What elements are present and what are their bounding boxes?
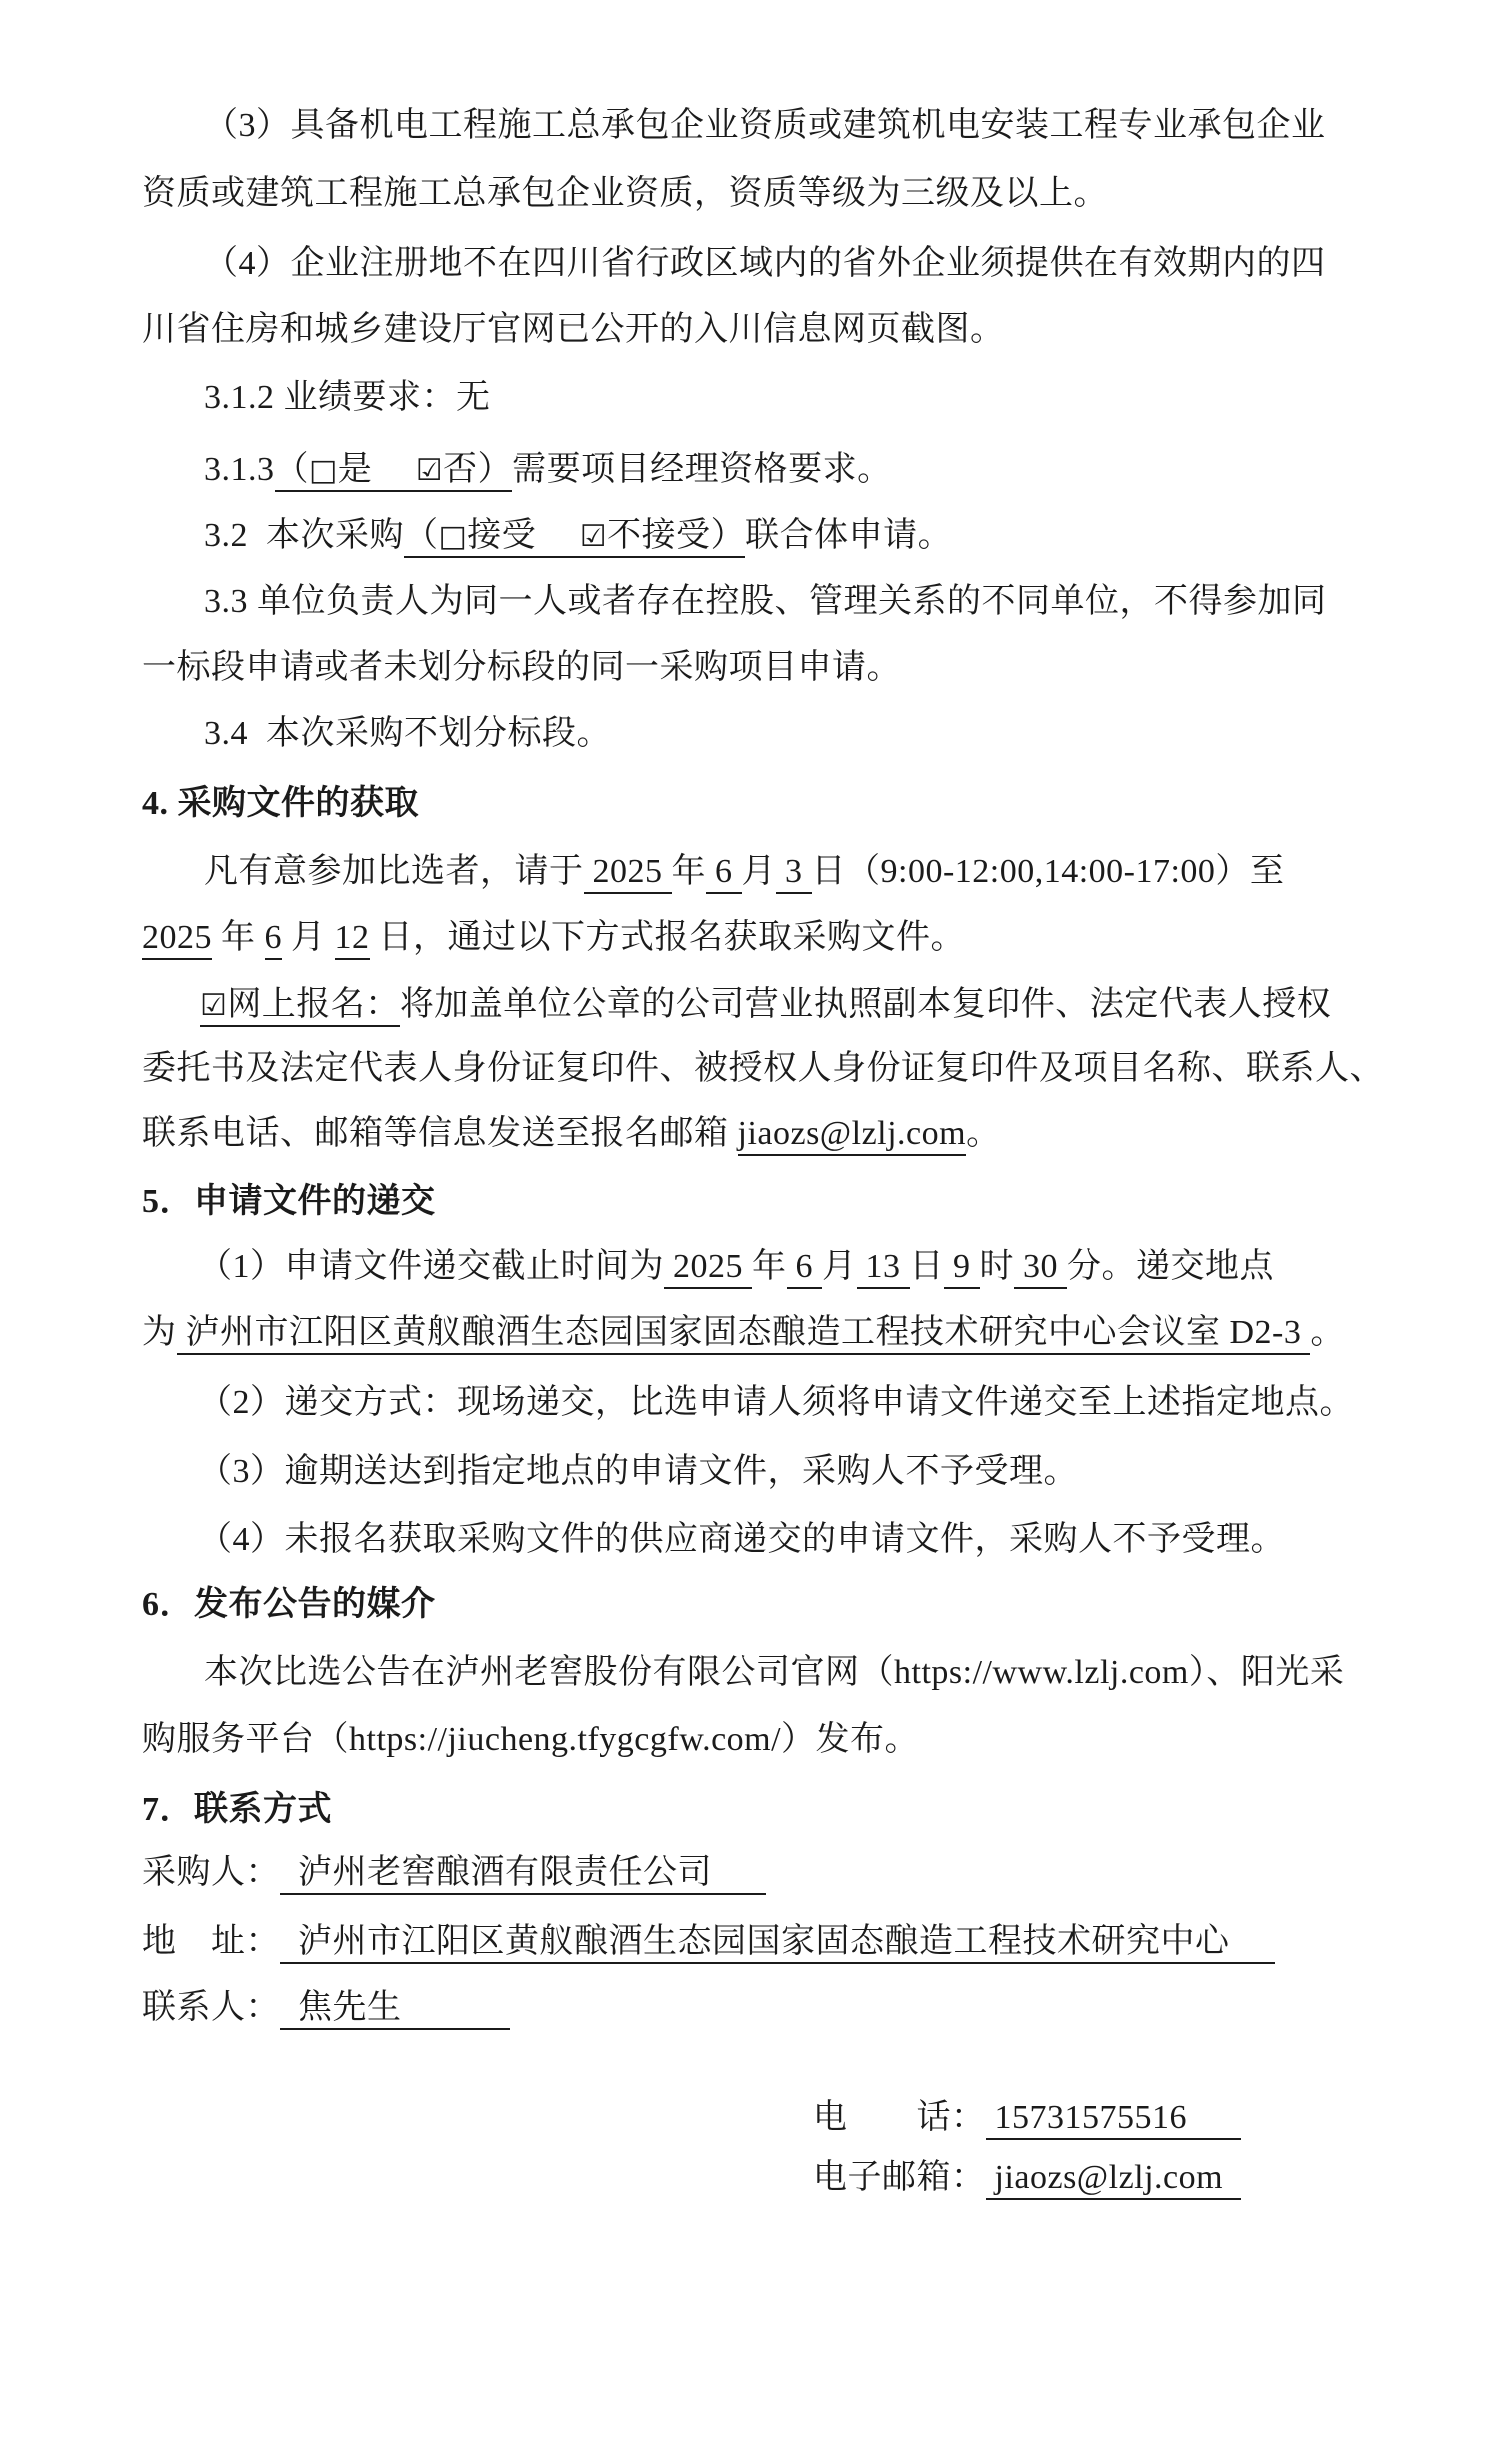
text-run: （1）申请文件递交截止时间为 (198, 1248, 664, 1285)
clause-3-2 (204, 514, 952, 559)
underlined-text: 是 (338, 451, 416, 492)
text-run: 3.1.2 业绩要求：无 (204, 379, 491, 416)
text-run: 3.2 本次采购 (204, 517, 404, 554)
para-submit-item1-line2 (142, 1311, 1345, 1355)
underlined-text: 12 (335, 919, 370, 960)
para-submit-item3 (198, 1450, 1078, 1494)
section-heading-7 (142, 1788, 332, 1832)
underlined-text: 不接受） (607, 517, 745, 558)
text-run: 购服务平台（https://jiucheng.tfygcgfw.com/）发布。 (142, 1721, 920, 1758)
para-submit-item1-line1 (198, 1245, 1274, 1289)
para-online-signup-line1 (200, 983, 1331, 1028)
checkbox-empty-icon: □ (439, 519, 468, 558)
underlined-text: 接受 (467, 517, 580, 558)
clause-3-4 (204, 712, 611, 756)
para-qualification-item3-line1 (204, 104, 1326, 148)
clause-3-1-3 (204, 448, 892, 493)
underlined-text: 2025 (664, 1248, 752, 1289)
checkbox-checked-icon: ☑ (580, 519, 607, 558)
para-media-line1 (204, 1651, 1344, 1695)
underlined-text: 30 (1014, 1248, 1067, 1289)
para-qualification-item4-line2 (142, 308, 1005, 352)
clause-3-3-line2 (142, 646, 901, 690)
address-line (142, 1920, 1275, 1964)
para-submit-item2 (198, 1381, 1354, 1425)
para-qualification-item4-line1 (204, 242, 1326, 286)
text-run: 日 (909, 1248, 944, 1285)
underlined-text: jiaozs@lzlj.com (986, 2159, 1242, 2200)
text-run: 4. 采购文件的获取 (142, 785, 419, 822)
text-run: 。 (966, 1115, 1001, 1152)
clause-3-1-2 (204, 376, 491, 420)
text-run: （2）递交方式：现场递交，比选申请人须将申请文件递交至上述指定地点。 (198, 1384, 1354, 1421)
underlined-text: 泸州市江阳区黄舣酿酒生态园国家固态酿造工程技术研究中心会议室 D2-3 (177, 1314, 1311, 1355)
text-run: 月 (741, 853, 776, 890)
underlined-text: 9 (944, 1248, 980, 1289)
para-media-line2 (142, 1718, 919, 1762)
text-run: 凡有意参加比选者，请于 (204, 853, 584, 890)
text-run: 3.4 本次采购不划分标段。 (204, 715, 611, 752)
underlined-text: 6 (787, 1248, 823, 1289)
section-heading-6 (142, 1583, 436, 1627)
contact-person-line (142, 1986, 510, 2030)
underlined-text: （ (404, 517, 439, 558)
underlined-text: 否） (443, 451, 512, 492)
text-run: 本次比选公告在泸州老窖股份有限公司官网（https://www.lzlj.com）、阳光采 (204, 1654, 1345, 1691)
section-heading-5 (142, 1180, 436, 1224)
text-run: （4）未报名获取采购文件的供应商递交的申请文件，采购人不予受理。 (198, 1521, 1285, 1558)
underlined-text: 网上报名： (227, 986, 400, 1027)
text-run: 年 (752, 1248, 787, 1285)
text-run: 采购人： (142, 1854, 280, 1891)
text-run: 联合体申请。 (745, 517, 953, 554)
checkbox-checked-icon: ☑ (200, 988, 227, 1027)
email-line (813, 2156, 1241, 2200)
text-run: 日（9:00-12:00,14:00-17:00）至 (811, 853, 1285, 890)
text-run: 3.3 单位负责人为同一人或者存在控股、管理关系的不同单位，不得参加同 (204, 583, 1327, 620)
text-run: 需要项目经理资格要求。 (512, 451, 892, 488)
text-run: 3.1.3 (204, 451, 275, 488)
underlined-text: （ (275, 451, 310, 492)
text-run: 。 (1310, 1314, 1345, 1351)
para-qualification-item3-line2 (142, 172, 1108, 216)
text-run: 一标段申请或者未划分标段的同一采购项目申请。 (142, 649, 901, 686)
text-run: 川省住房和城乡建设厅官网已公开的入川信息网页截图。 (142, 311, 1005, 348)
text-run: 6．发布公告的媒介 (142, 1586, 436, 1623)
text-run: 分。递交地点 (1067, 1248, 1274, 1285)
text-run: 5．申请文件的递交 (142, 1183, 436, 1220)
phone-line (813, 2096, 1241, 2140)
underlined-text: 2025 (142, 919, 212, 960)
underlined-text: 泸州老窖酿酒有限责任公司 (280, 1854, 766, 1895)
para-submit-item4 (198, 1518, 1285, 1562)
underlined-text: 15731575516 (986, 2099, 1242, 2140)
underlined-text: 3 (776, 853, 812, 894)
text-run: （4）企业注册地不在四川省行政区域内的省外企业须提供在有效期内的四 (204, 245, 1326, 282)
text-run: 电子邮箱： (813, 2159, 986, 2196)
text-run: 将加盖单位公章的公司营业执照副本复印件、法定代表人授权 (399, 986, 1332, 1023)
checkbox-empty-icon: □ (309, 453, 338, 492)
text-run: 月 (282, 919, 335, 956)
text-run: 联系人： (142, 1989, 280, 2026)
underlined-text: 焦先生 (280, 1989, 510, 2030)
text-run: 电 话： (813, 2099, 986, 2136)
text-run: 月 (822, 1248, 857, 1285)
text-run: 时 (979, 1248, 1014, 1285)
checkbox-checked-icon: ☑ (416, 453, 443, 492)
para-obtain-docs-line2 (142, 916, 965, 960)
para-online-signup-line3 (142, 1112, 1001, 1156)
underlined-text: 泸州市江阳区黄舣酿酒生态园国家固态酿造工程技术研究中心 (280, 1923, 1275, 1964)
text-run: 联系电话、邮箱等信息发送至报名邮箱 (142, 1115, 738, 1152)
text-run: 年 (212, 919, 265, 956)
text-run: 7．联系方式 (142, 1791, 332, 1828)
text-run: （3）逾期送达到指定地点的申请文件，采购人不予受理。 (198, 1453, 1078, 1490)
underlined-text: 13 (857, 1248, 910, 1289)
clause-3-3-line1 (204, 580, 1327, 624)
underlined-text: 6 (265, 919, 283, 960)
text-run: 年 (671, 853, 706, 890)
text-run: 日，通过以下方式报名获取采购文件。 (369, 919, 965, 956)
text-run: 地 址： (142, 1923, 280, 1960)
underlined-text: 2025 (584, 853, 672, 894)
section-heading-4 (142, 782, 419, 826)
purchaser-line (142, 1851, 766, 1895)
para-obtain-docs-line1 (204, 850, 1284, 894)
text-run: （3）具备机电工程施工总承包企业资质或建筑机电安装工程专业承包企业 (204, 107, 1326, 144)
para-online-signup-line2 (142, 1047, 1384, 1091)
text-run: 资质或建筑工程施工总承包企业资质，资质等级为三级及以上。 (142, 175, 1108, 212)
underlined-text: 6 (706, 853, 742, 894)
text-run: 为 (142, 1314, 177, 1351)
underlined-text: jiaozs@lzlj.com (738, 1115, 967, 1156)
text-run: 委托书及法定代表人身份证复印件、被授权人身份证复印件及项目名称、联系人、 (142, 1050, 1384, 1087)
